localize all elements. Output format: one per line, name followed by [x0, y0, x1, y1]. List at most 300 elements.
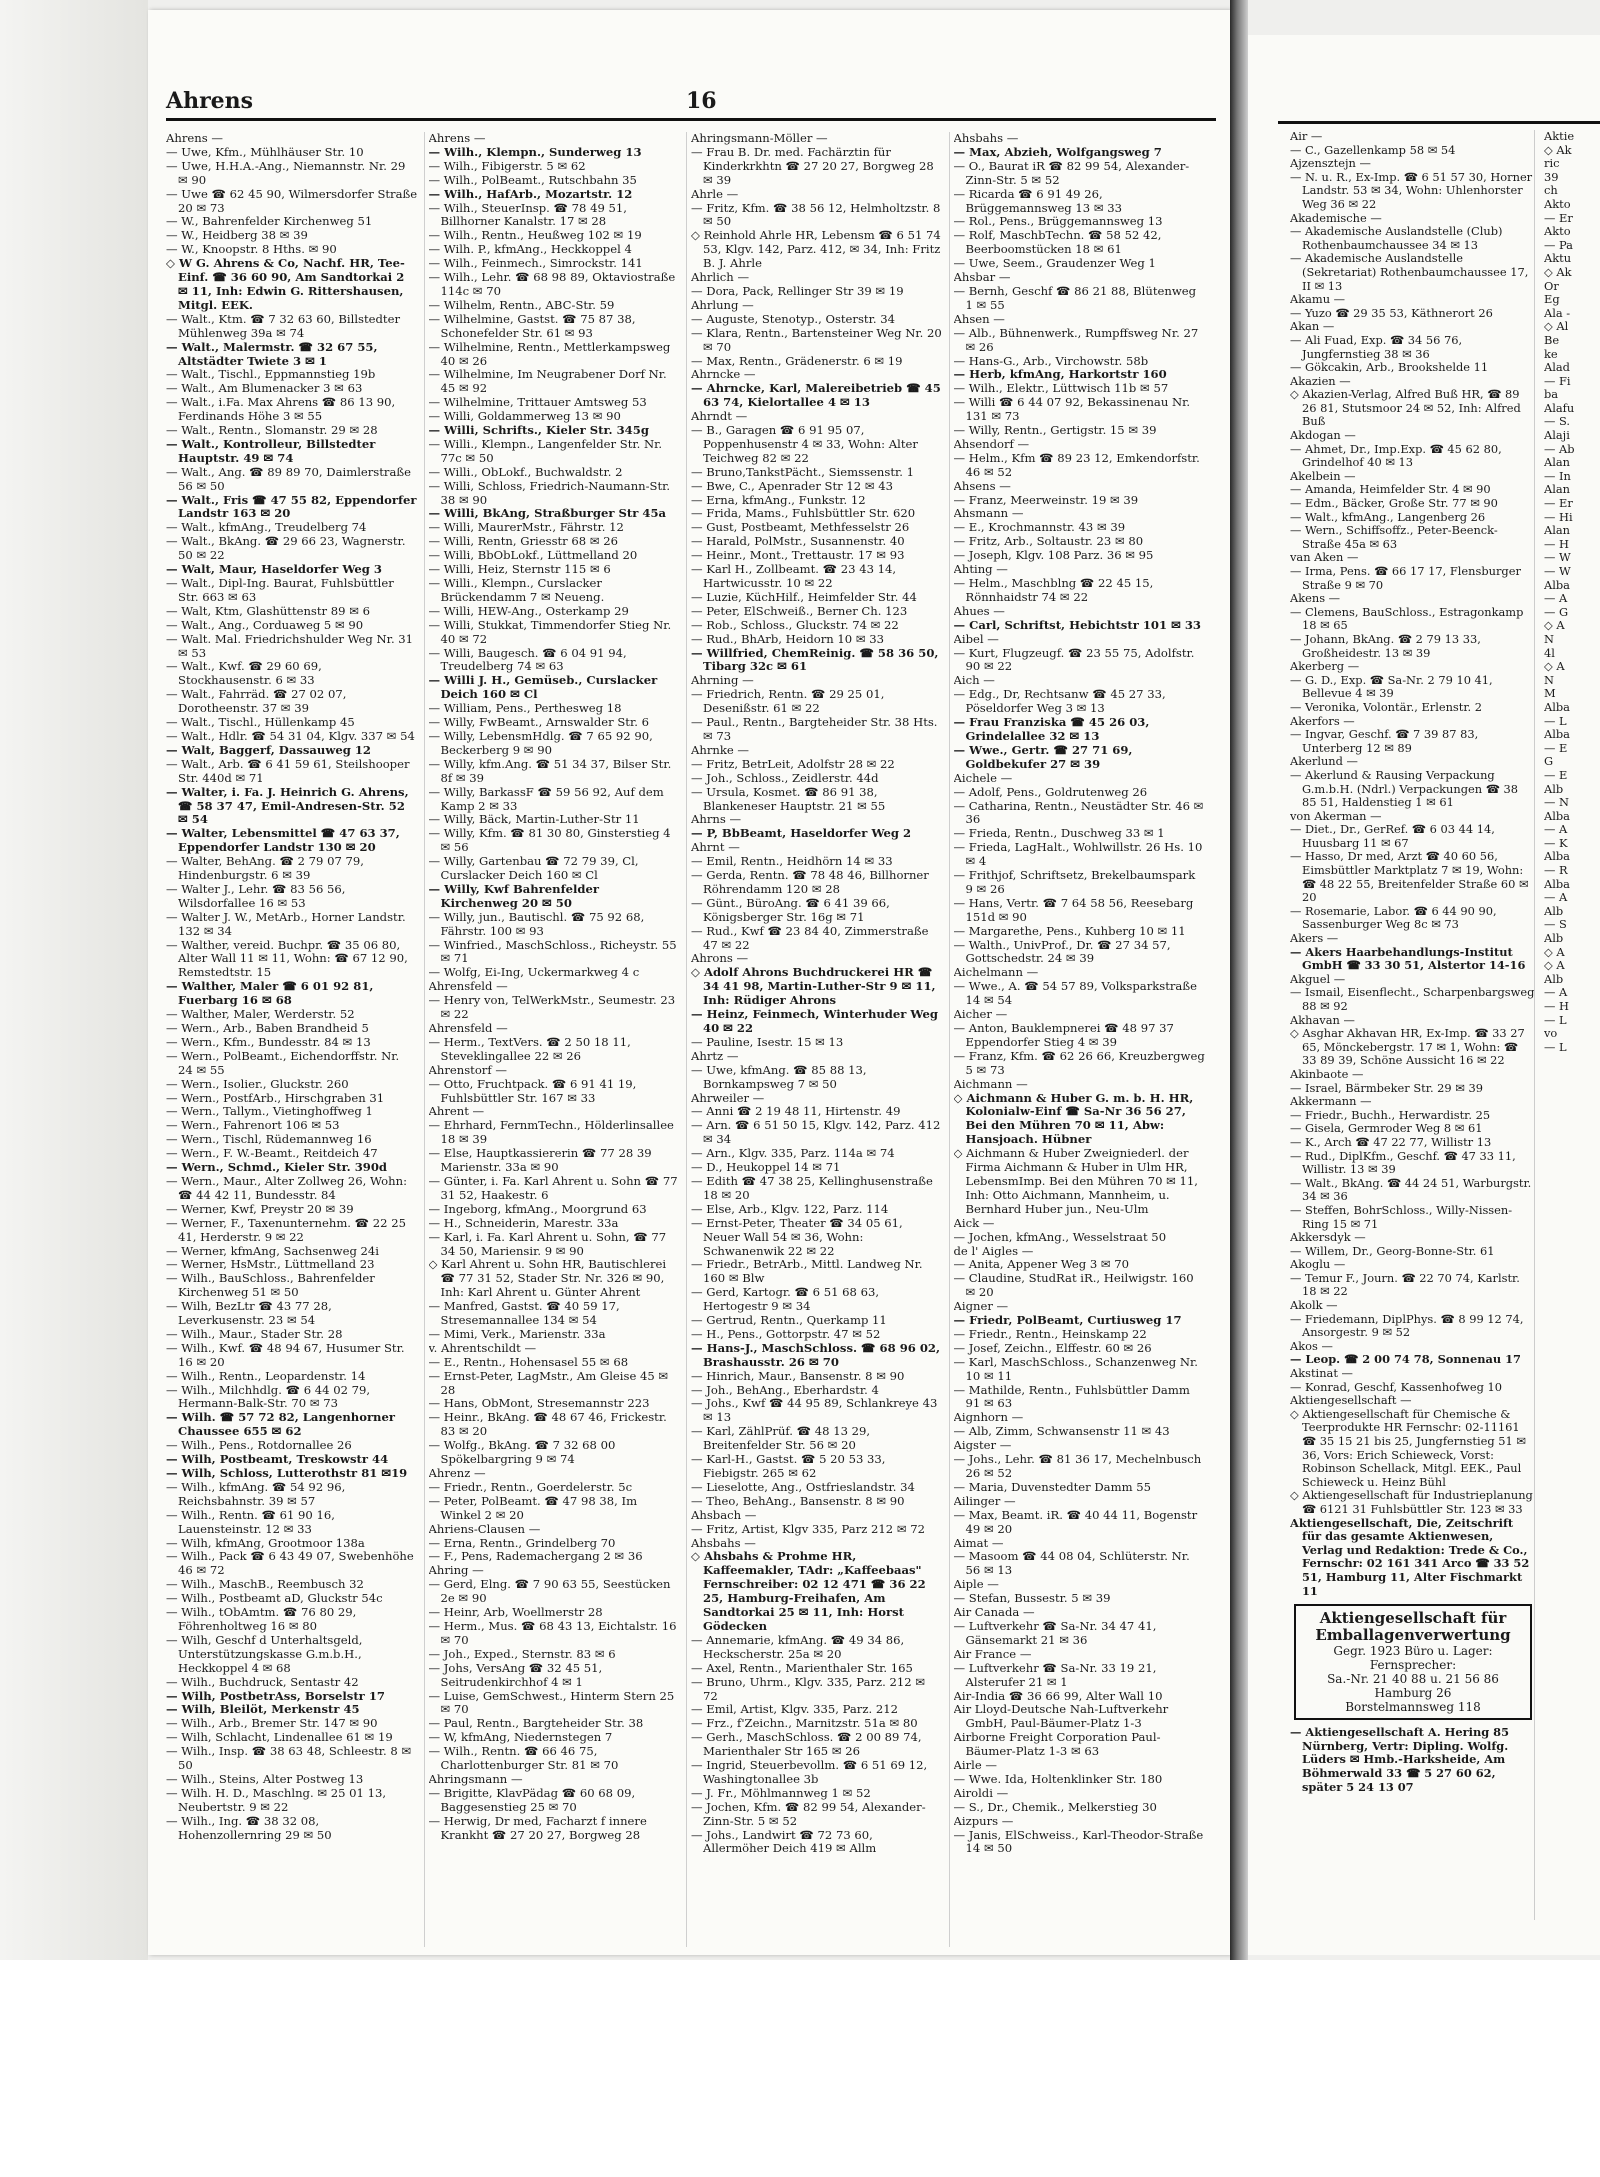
directory-entry: — Friedemann, DiplPhys. ☎ 8 99 12 74, Ansorgestr. 9 ✉ 52 — [1290, 1311, 1524, 1340]
directory-entry: ◇ Al — [1544, 319, 1569, 334]
directory-entry: — Willy, Bäck, Martin-Luther-Str 11 — [428, 812, 640, 827]
directory-entry: vo — [1544, 1026, 1558, 1041]
directory-entry: — A — [1544, 591, 1568, 606]
directory-entry: Ahsendorf — — [953, 436, 1030, 451]
directory-entry: — Henry von, TelWerkMstr., Seumestr. 23 ✉ 22 — [428, 993, 676, 1022]
directory-entry: — Max, Rentn., Grädenerstr. 6 ✉ 19 — [691, 353, 903, 368]
directory-entry: — Willy, Kfm. ☎ 81 30 80, Ginsterstieg 4 ✉ 56 — [428, 826, 671, 855]
directory-entry: — Friedr, PolBeamt, Curtiusweg 17 — [953, 1313, 1182, 1328]
directory-entry: — Frau Franziska ☎ 45 26 03, Grindelallee 32 ✉ 13 — [953, 715, 1150, 743]
directory-entry: Aichele — — [953, 770, 1013, 785]
directory-entry: — Willy, jun., Bautischl. ☎ 75 92 68, Fährstr. 100 ✉ 93 — [428, 909, 645, 938]
directory-entry: — Wilh., Fibigerstr. 5 ✉ 62 — [428, 158, 586, 173]
directory-entry: Ahrenz — — [428, 1466, 486, 1480]
directory-entry: — Peter, PolBeamt. ☎ 47 98 38, Im Winkel 2 ✉ 20 — [428, 1493, 638, 1522]
directory-entry: — Gerh., MaschSchloss. ☎ 2 00 89 74, Marienthaler Str 165 ✉ 26 — [691, 1730, 922, 1759]
directory-entry: — Peter, ElSchweiß., Berner Ch. 123 — [691, 603, 908, 618]
left-margin — [0, 0, 148, 1960]
directory-entry: Alad — [1544, 360, 1570, 375]
ad-line-1: Gegr. 1923 Büro u. Lager: — [1333, 1644, 1493, 1659]
directory-entry: — Aktiengesellschaft A. Hering 85 Nürnberg, Vertr: Dipling. Wolfg. Lüders ✉ Hmb.-Harksheide, Am Böhmerwald 33 ☎ 5 27 60 62, später 5 24 13 07 — [1290, 1725, 1510, 1794]
directory-entry: Alba — [1544, 849, 1570, 864]
column-1 — [166, 132, 425, 1947]
directory-entry: — Wilh., Maur., Stader Str. 28 — [166, 1326, 343, 1341]
directory-entry: ◇ Asghar Akhavan HR, Ex-Imp. ☎ 33 27 65, Mönckebergstr. 17 ✉ 1, Wohn: ☎ 33 89 39, Schöne Aussicht 16 ✉ 22 — [1290, 1026, 1525, 1068]
directory-entry: — Rud., BhArb, Heidorn 10 ✉ 33 — [691, 631, 885, 646]
directory-entry: — William, Pens., Perthesweg 18 — [428, 701, 622, 716]
directory-entry: — Willy, Kwf Bahrenfelder Kirchenweg 20 ✉ 50 — [428, 881, 599, 910]
directory-entry: — Walter, Lebensmittel ☎ 47 63 37, Eppendorfer Landstr 130 ✉ 20 — [166, 826, 400, 855]
directory-entry: Akerfors — — [1290, 713, 1355, 728]
directory-entry: — Herm., Mus. ☎ 68 43 13, Eichtalstr. 16 ✉ 70 — [428, 1618, 677, 1647]
directory-entry: Aktiengesellschaft — — [1290, 1393, 1412, 1408]
directory-entry: — Brigitte, KlavPädag ☎ 60 68 09, Baggesenstieg 25 ✉ 70 — [428, 1785, 636, 1814]
directory-entry: — Alb., Bühnenwerk., Rumpffsweg Nr. 27 ✉ 26 — [953, 325, 1199, 354]
directory-entry: — Dora, Pack, Rellinger Str 39 ✉ 19 — [691, 283, 904, 298]
directory-entry: — Wilh., kfmAng. ☎ 54 92 96, Reichsbahnstr. 39 ✉ 57 — [166, 1479, 346, 1508]
directory-entry: — Frieda, Rentn., Duschweg 33 ✉ 1 — [953, 826, 1165, 841]
directory-entry: — L — [1544, 1039, 1567, 1054]
directory-entry: — Walther, Maler, Werderstr. 52 — [166, 1007, 355, 1022]
directory-entry: — Rolf, MaschbTechn. ☎ 58 52 42, Beerboomstücken 18 ✉ 61 — [953, 228, 1162, 257]
directory-entry: — H — [1544, 536, 1569, 551]
directory-entry: — Willem, Dr., Georg-Bonne-Str. 61 — [1290, 1243, 1495, 1258]
directory-entry: — Walt. Mal. Friedrichshulder Weg Nr. 31 ✉ 53 — [166, 631, 414, 660]
directory-entry: — Edith ☎ 47 38 25, Kellinghusenstraße 18 ✉ 20 — [691, 1173, 933, 1202]
directory-entry: Airoldi — — [953, 1785, 1009, 1800]
directory-entry: — Walt., Arb. ☎ 6 41 59 61, Steilshooper Str. 440d ✉ 71 — [166, 756, 410, 785]
directory-entry: — Walt, Baggerf, Dassauweg 12 — [166, 742, 371, 757]
directory-entry: — Ismail, Eisenflecht., Scharpenbargsweg 88 ✉ 92 — [1290, 985, 1535, 1013]
directory-entry: Akhavan — — [1290, 1012, 1355, 1027]
directory-entry: Akerlund — — [1290, 754, 1358, 769]
directory-entry: Aigner — — [953, 1299, 1009, 1314]
directory-entry: — Wern., Schmd., Kieler Str. 390d — [166, 1160, 388, 1175]
directory-entry: — Willi, BkAng, Straßburger Str 45a — [428, 506, 667, 521]
directory-entry: — Maria, Duvenstedter Damm 55 — [953, 1479, 1152, 1494]
directory-entry: — Anita, Appener Weg 3 ✉ 70 — [953, 1257, 1130, 1272]
directory-entry: — N — [1544, 795, 1569, 810]
directory-entry: Alb — [1544, 971, 1564, 986]
directory-entry: — J. Fr., Möhlmannweg 1 ✉ 52 — [691, 1785, 871, 1800]
directory-entry: — Walt., i.Fa. Max Ahrens ☎ 86 13 90, Ferdinands Höhe 3 ✉ 55 — [166, 395, 396, 424]
directory-entry: — Wilhelmine, Trittauer Amtsweg 53 — [428, 395, 647, 410]
directory-entry: — Ursula, Kosmet. ☎ 86 91 38, Blankeneser Hauptstr. 21 ✉ 55 — [691, 784, 886, 813]
directory-entry: Alba — [1544, 699, 1570, 714]
facing-column-1-entries — [1290, 130, 1536, 1598]
directory-entry: Ahriens-Clausen — — [428, 1521, 541, 1536]
directory-entry: — Wilh., Arb., Bremer Str. 147 ✉ 90 — [166, 1716, 378, 1731]
directory-entry: — Willfried, ChemReinig. ☎ 58 36 50, Tibarg 32c ✉ 61 — [691, 645, 939, 674]
directory-entry: — Walt., Am Blumenacker 3 ✉ 63 — [166, 381, 363, 396]
directory-entry: — Axel, Rentn., Marienthaler Str. 165 — [691, 1660, 913, 1675]
directory-entry: — Amanda, Heimfelder Str. 4 ✉ 90 — [1290, 482, 1491, 497]
directory-entry: ◇ A — [1544, 958, 1565, 973]
directory-entry: — Wilhelmine, Rentn., Mettlerkampsweg 40 ✉ 26 — [428, 339, 671, 368]
directory-entry: — E., Rentn., Hohensasel 55 ✉ 68 — [428, 1354, 629, 1369]
directory-entry: — A — [1544, 890, 1568, 905]
directory-entry: — Wwe., Gertr. ☎ 27 71 69, Goldbekufer 27 ✉ 39 — [953, 742, 1133, 771]
directory-entry: Alba — [1544, 577, 1570, 592]
directory-entry: ◇ W G. Ahrens & Co, Nachf. HR, Tee-Einf. ☎ 36 60 90, Am Sandtorkai 2 ✉ 11, Inh: Edwin G. Rittershausen, Mitgl. EEK. — [166, 256, 405, 312]
directory-entry: — Hi — [1544, 509, 1573, 524]
directory-entry: — Leop. ☎ 2 00 74 78, Sonnenau 17 — [1290, 1352, 1521, 1367]
directory-entry: — E — [1544, 767, 1568, 782]
directory-entry: — Willi., Klempn., Curslacker Brückendamm 7 ✉ Neueng. — [428, 576, 605, 604]
directory-entry: — Wilh., Pack ☎ 6 43 49 07, Swebenhöhe 46 ✉ 72 — [166, 1549, 414, 1578]
directory-entry: — Wilh, Schloss, Lutterothstr 81 ✉19 — [166, 1466, 408, 1480]
directory-entry: — Willy, FwBeamt., Arnswalder Str. 6 — [428, 715, 649, 730]
directory-entry: — Walter, BehAng. ☎ 2 79 07 79, Hindenburgstr. 6 ✉ 39 — [166, 854, 364, 883]
directory-entry: ◇ Aichmann & Huber G. m. b. H. HR, Kolonialw-Einf ☎ Sa-Nr 36 56 27, Bei den Mühren 70 ✉ 11, Abw: Hansjoach. Hübner — [953, 1090, 1194, 1147]
directory-entry: — Wilh, PostbetrAss, Borselstr 17 — [166, 1688, 385, 1703]
directory-entry: — H — [1544, 999, 1569, 1013]
directory-entry: — Wilh., Lehr. ☎ 68 98 89, Oktaviostraße 114c ✉ 70 — [428, 270, 676, 298]
directory-entry: — Walt., Hdlr. ☎ 54 31 04, Klgv. 337 ✉ 54 — [166, 728, 415, 743]
directory-entry: — Hans-G., Arb., Virchowstr. 58b — [953, 353, 1149, 368]
directory-entry: Akguel — — [1290, 971, 1346, 986]
directory-entry: — Willy, LebensmHdlg. ☎ 7 65 92 90, Beckerberg 9 ✉ 90 — [428, 728, 653, 757]
directory-entry: ric — [1544, 156, 1560, 171]
directory-entry: — Joseph, Klgv. 108 Parz. 36 ✉ 95 — [953, 548, 1154, 563]
directory-entry: — Rud., DiplKfm., Geschf. ☎ 47 33 11, Willistr. 13 ✉ 39 — [1290, 1148, 1516, 1177]
column-3 — [691, 132, 950, 1947]
directory-entry: — Ingvar, Geschf. ☎ 7 39 87 83, Unterberg 12 ✉ 89 — [1290, 727, 1479, 755]
directory-entry: — B., Garagen ☎ 6 91 95 07, Poppenhusenstr 4 ✉ 33, Wohn: Alter Teichweg 82 ✉ 22 — [691, 423, 918, 465]
directory-entry: — Werner, HsMstr., Lüttmelland 23 — [166, 1257, 375, 1272]
directory-entry: ke — [1544, 346, 1558, 361]
directory-entry: — Ricarda ☎ 6 91 49 26, Brüggemannsweg 13 ✉ 33 — [953, 186, 1123, 215]
directory-entry: — Friedrich, Rentn. ☎ 29 25 01, Desenißstr. 61 ✉ 22 — [691, 687, 885, 716]
ad-line-2: Fernsprecher: — [1369, 1658, 1457, 1673]
directory-entry: — Heinr., Mont., Trettaustr. 17 ✉ 93 — [691, 548, 905, 563]
directory-entry: ch — [1544, 183, 1558, 198]
directory-entry: — Masoom ☎ 44 08 04, Schlüterstr. Nr. 56 ✉ 13 — [953, 1549, 1190, 1578]
directory-entry: — Willi, BbObLokf., Lüttmelland 20 — [428, 548, 638, 563]
ad-title-2: Emballagenverwertung — [1315, 1626, 1511, 1645]
directory-entry: — Claudine, StudRat iR., Heilwigstr. 160 ✉ 20 — [953, 1271, 1194, 1300]
directory-entry: Akdogan — — [1290, 428, 1356, 443]
directory-entry: ◇ Aichmann & Huber Zweigniederl. der Firma Aichmann & Huber in Ulm HR, LebensmImp. Bei den Mühren 70 ✉ 11, Inh: Otto Aichmann, Mannheim, u. Bernhard Huber jun., Neu-Ulm — [953, 1146, 1198, 1216]
directory-entry: — Wilh, Schlacht, Lindenallee 61 ✉ 19 — [166, 1730, 393, 1745]
directory-entry: — Otto, Fruchtpack. ☎ 6 91 41 19, Fuhlsbüttler Str. 167 ✉ 33 — [428, 1076, 637, 1105]
directory-entry: — Walter J., Lehr. ☎ 83 56 56, Wilsdorfallee 16 ✉ 53 — [166, 881, 346, 910]
directory-entry: — Werner, Kwf, Preystr 20 ✉ 39 — [166, 1201, 354, 1216]
directory-entry: — Wilh, Bleilöt, Merkenstr 45 — [166, 1702, 360, 1717]
ad-line-4: Hamburg 26 — [1374, 1686, 1452, 1701]
directory-entry: — Carl, Schriftst, Hebichtstr 101 ✉ 33 — [953, 617, 1201, 632]
directory-entry: — Yuzo ☎ 29 35 53, Käthnerort 26 — [1290, 305, 1493, 320]
directory-entry: — Günt., BüroAng. ☎ 6 41 39 66, Königsberger Str. 16g ✉ 71 — [691, 895, 890, 924]
facing-column-1-after-entries — [1290, 1726, 1536, 1794]
directory-entry: Ahrncke — — [691, 367, 756, 382]
directory-entry: — Arn. ☎ 6 51 50 15, Klgv. 142, Parz. 412 ✉ 34 — [691, 1118, 941, 1147]
directory-entry: — Arn., Klgv. 335, Parz. 114a ✉ 74 — [691, 1146, 895, 1161]
directory-entry: — Hans-J., MaschSchloss. ☎ 68 96 02, Brashausstr. 26 ✉ 70 — [691, 1340, 941, 1369]
directory-entry: — Wern., Fahrenort 106 ✉ 53 — [166, 1118, 340, 1133]
directory-entry: — D., Heukoppel 14 ✉ 71 — [691, 1160, 841, 1175]
directory-entry: — K — [1544, 835, 1568, 850]
directory-entry: — Pauline, Isestr. 15 ✉ 13 — [691, 1034, 844, 1049]
directory-entry: — Luftverkehr ☎ Sa-Nr. 33 19 21, Alsterufer 21 ✉ 1 — [953, 1660, 1157, 1689]
directory-entry: Akstinat — — [1290, 1366, 1353, 1381]
directory-entry: — Wilh., Milchhdlg. ☎ 6 44 02 79, Hermann-Balk-Str. 70 ✉ 73 — [166, 1382, 371, 1411]
directory-entry: Ahrons — — [691, 951, 749, 966]
directory-entry: Ahrlich — — [691, 270, 750, 285]
directory-entry: — Mimi, Verk., Marienstr. 33a — [428, 1326, 606, 1341]
directory-entry: — L — [1544, 713, 1567, 728]
directory-entry: — Wern., PostfArb., Hirschgraben 31 — [166, 1090, 385, 1105]
directory-entry: — Uwe, kfmAng. ☎ 85 88 13, Bornkampsweg 7 ✉ 50 — [691, 1062, 867, 1091]
directory-entry: Eg — [1544, 292, 1560, 307]
directory-entry: — In — [1544, 468, 1571, 483]
directory-entry: — Ehrhard, FernmTechn., Hölderlinsallee 18 ✉ 39 — [428, 1118, 674, 1147]
directory-entry: — Bruno, Uhrm., Klgv. 335, Parz. 212 ✉ 72 — [691, 1674, 926, 1703]
directory-entry: — Wern., PolBeamt., Eichendorffstr. Nr. 24 ✉ 55 — [166, 1048, 400, 1077]
directory-entry: — Wilh., Buchdruck, Sentastr 42 — [166, 1674, 359, 1689]
directory-entry: — Herwig, Dr med, Facharzt f innere Krankht ☎ 27 20 27, Borgweg 28 — [428, 1813, 647, 1842]
directory-entry: — Walt., Malermstr. ☎ 32 67 55, Altstädter Twiete 3 ✉ 1 — [166, 339, 378, 368]
directory-entry: — Willi, Schrifts., Kieler Str. 345g — [428, 423, 649, 438]
directory-entry: — Wilh. P., kfmAng., Heckkoppel 4 — [428, 242, 632, 257]
facing-column-1 — [1290, 130, 1536, 1920]
directory-entry: — Joh., BehAng., Eberhardstr. 4 — [691, 1382, 879, 1397]
directory-entry: — Wilhelm, Rentn., ABC-Str. 59 — [428, 297, 615, 312]
directory-entry: Ahrweiler — — [691, 1090, 765, 1105]
directory-entry: — Werner, F., Taxenunternehm. ☎ 22 25 41, Herderstr. 9 ✉ 22 — [166, 1215, 406, 1244]
directory-entry: Akkersdyk — — [1290, 1230, 1366, 1245]
directory-entry: — Fritz, Arb., Soltaustr. 23 ✉ 80 — [953, 534, 1144, 549]
directory-entry: Akos — — [1290, 1338, 1333, 1353]
directory-entry: — Willy, Gartenbau ☎ 72 79 39, Cl, Curslacker Deich 160 ✉ Cl — [428, 854, 639, 883]
directory-entry: — Walt., kfmAng., Langenberg 26 — [1290, 509, 1486, 524]
directory-entry: — Konrad, Geschf, Kassenhofweg 10 — [1290, 1379, 1503, 1394]
directory-entry: — Auguste, Stenotyp., Osterstr. 34 — [691, 311, 895, 326]
directory-entry: 39 — [1544, 169, 1559, 184]
directory-entry: Akoglu — — [1290, 1257, 1346, 1272]
directory-entry: — Wern., F. W.-Beamt., Reitdeich 47 — [166, 1146, 378, 1161]
directory-entry: ◇ Ak — [1544, 264, 1572, 279]
directory-entry: Ahrensfeld — — [428, 1021, 508, 1035]
directory-entry: Ahrensfeld — — [428, 979, 508, 994]
directory-entry: Ahringsmann-Möller — — [691, 132, 828, 145]
directory-entry: — Veronika, Volontär., Erlenstr. 2 — [1290, 699, 1483, 714]
directory-entry: — Annemarie, kfmAng. ☎ 49 34 86, Heckscherstr. 25a ✉ 20 — [691, 1632, 905, 1661]
directory-entry: — Franz, Kfm. ☎ 62 26 66, Kreuzbergweg 5 ✉ 73 — [953, 1048, 1205, 1077]
directory-entry: — Walth., UnivProf., Dr. ☎ 27 34 57, Gottschedstr. 24 ✉ 39 — [953, 937, 1171, 966]
directory-entry: — Ernst-Peter, LagMstr., Am Gleise 45 ✉ 28 — [428, 1368, 669, 1397]
directory-entry: Airborne Freight Corporation Paul-Bäumer-Platz 1-3 ✉ 63 — [953, 1730, 1161, 1759]
directory-entry: — K., Arch ☎ 47 22 77, Willistr 13 — [1290, 1134, 1492, 1149]
directory-entry: — Wilh., Rentn., Leopardenstr. 14 — [166, 1368, 366, 1383]
directory-entry: Ajzensztejn — — [1290, 156, 1371, 171]
directory-entry: Air Canada — — [953, 1605, 1035, 1620]
directory-entry: ◇ Adolf Ahrons Buchdruckerei HR ☎ 34 41 98, Martin-Luther-Str 9 ✉ 11, Inh: Rüdiger Ahrons — [691, 965, 936, 1008]
directory-entry: Ahrent — — [428, 1104, 485, 1119]
directory-entry: — Heinr, Arb, Woellmerstr 28 — [428, 1605, 603, 1620]
directory-entry: — Wilh., Rentn. ☎ 66 46 75, Charlottenburger Str. 81 ✉ 70 — [428, 1744, 619, 1773]
directory-entry: — Janis, ElSchweiss., Karl-Theodor-Straße 14 ✉ 50 — [953, 1827, 1204, 1856]
directory-entry: — Adolf, Pens., Goldrutenweg 26 — [953, 784, 1148, 799]
directory-entry: — A — [1544, 985, 1568, 1000]
directory-entry: — Wilh., Rentn., Heußweg 102 ✉ 19 — [428, 228, 642, 243]
running-headword: Ahrens — [166, 88, 254, 114]
directory-entry: — H., Pens., Gottorpstr. 47 ✉ 52 — [691, 1326, 881, 1341]
directory-entry: — Herb, kfmAng, Harkortstr 160 — [953, 367, 1167, 382]
directory-entry: — Wern., Arb., Baben Brandheid 5 — [166, 1021, 369, 1035]
directory-entry: — Willi, Schloss, Friedrich-Naumann-Str. 38 ✉ 90 — [428, 478, 671, 507]
directory-entry: — Er — [1544, 210, 1573, 225]
directory-entry: — Uwe, Kfm., Mühlhäuser Str. 10 — [166, 144, 364, 159]
directory-entry: Ahsmann — — [953, 506, 1024, 521]
directory-entry: — Fritz, Kfm. ☎ 38 56 12, Helmholtzstr. 8 ✉ 50 — [691, 200, 941, 229]
ad-line-5: Borstelmannsweg 118 — [1345, 1700, 1481, 1715]
directory-entry: — Willi J. H., Gemüseb., Curslacker Deich 160 ✉ Cl — [428, 673, 658, 702]
directory-entry: — Fritz, Artist, Klgv 335, Parz 212 ✉ 72 — [691, 1521, 925, 1536]
directory-entry: — Friedr., Rentn., Heinskamp 22 — [953, 1326, 1147, 1341]
directory-entry: — Karl, i. Fa. Karl Ahrent u. Sohn, ☎ 77 34 50, Mariensir. 9 ✉ 90 — [428, 1229, 667, 1258]
directory-entry: — Wilh., Postbeamt aD, Gluckstr 54c — [166, 1591, 383, 1606]
directory-entry: — Max, Abzieh, Wolfgangsweg 7 — [953, 144, 1162, 159]
directory-entry: — O., Baurat iR ☎ 82 99 54, Alexander-Zinn-Str. 5 ✉ 52 — [953, 158, 1190, 187]
directory-entry: — Frau B. Dr. med. Fachärztin für Kinderkrkhtn ☎ 27 20 27, Borgweg 28 ✉ 39 — [691, 144, 934, 187]
directory-entry: — Anton, Bauklempnerei ☎ 48 97 37 Eppendorfer Stieg 4 ✉ 39 — [953, 1021, 1174, 1049]
directory-entry: Ahrnke — — [691, 742, 750, 757]
directory-entry: — Walt., Ktm. ☎ 7 32 63 60, Billstedter Mühlenweg 39a ✉ 74 — [166, 311, 400, 340]
directory-page — [148, 10, 1230, 1955]
directory-entry: Aibel — — [953, 631, 999, 646]
directory-entry: — Paul., Rentn., Bargteheider Str. 38 Hts. ✉ 73 — [691, 715, 938, 743]
directory-entry: Ahsbach — — [691, 1507, 757, 1522]
directory-entry: — S. — [1544, 414, 1571, 429]
directory-entry: — S., Dr., Chemik., Melkerstieg 30 — [953, 1799, 1157, 1814]
directory-entry: — Wern., Schiffsoffz., Peter-Beenck-Straße 45a ✉ 63 — [1290, 523, 1498, 551]
page-number: 16 — [686, 88, 717, 114]
directory-entry: — Rol., Pens., Brüggemannsweg 13 — [953, 214, 1163, 229]
directory-entry: — Herm., TextVers. ☎ 2 50 18 11, Steveklingallee 22 ✉ 26 — [428, 1034, 631, 1063]
directory-entry: — Wilh, Postbeamt, Treskowstr 44 — [166, 1452, 389, 1467]
directory-entry: Ahues — — [953, 603, 1005, 618]
directory-entry: — Pa — [1544, 237, 1573, 252]
directory-entry: — Hasso, Dr med, Arzt ☎ 40 60 56, Eimsbüttler Marktplatz 7 ✉ 19, Wohn: ☎ 48 22 55, Breitenfelder Straße 60 ✉ 20 — [1290, 849, 1529, 905]
directory-entry: Alba — [1544, 727, 1570, 742]
directory-entry: — Karl, ZählPrüf. ☎ 48 13 29, Breitenfelder Str. 56 ✉ 20 — [691, 1424, 871, 1453]
directory-entry: — Catharina, Rentn., Neustädter Str. 46 ✉ 36 — [953, 798, 1204, 827]
directory-entry: — Wilh., Steins, Alter Postweg 13 — [166, 1771, 364, 1786]
directory-entry: — Kurt, Flugzeugf. ☎ 23 55 75, Adolfstr. 90 ✉ 22 — [953, 645, 1195, 674]
directory-entry: — Erna, Rentn., Grindelberg 70 — [428, 1535, 616, 1550]
directory-entry: — E., Krochmannstr. 43 ✉ 39 — [953, 520, 1126, 535]
directory-entry: Ahringsmann — — [428, 1771, 523, 1786]
directory-entry: — Edm., Bäcker, Große Str. 77 ✉ 90 — [1290, 496, 1498, 511]
directory-entry: — Walt., Dipl-Ing. Baurat, Fuhlsbüttler Str. 663 ✉ 63 — [166, 576, 394, 604]
directory-entry: — Willi, Baugesch. ☎ 6 04 91 94, Treudelberg 74 ✉ 63 — [428, 645, 627, 674]
directory-entry: — Gerda, Rentn. ☎ 78 48 46, Billhorner Röhrendamm 120 ✉ 28 — [691, 868, 929, 896]
directory-entry: — Josef, Zeichn., Elffestr. 60 ✉ 26 — [953, 1340, 1152, 1355]
directory-entry: — Wilh., Elektr., Lüttwisch 11b ✉ 57 — [953, 381, 1169, 396]
directory-entry: — Wilh., Insp. ☎ 38 63 48, Schleestr. 8 ✉ 50 — [166, 1744, 412, 1773]
directory-entry: — Walt., BkAng. ☎ 29 66 23, Wagnerstr. 50 ✉ 22 — [166, 534, 406, 563]
directory-entry: — Else, Arb., Klgv. 122, Parz. 114 — [691, 1201, 889, 1216]
directory-entry: Aichmann — — [953, 1076, 1028, 1091]
directory-entry: — R — [1544, 863, 1568, 878]
directory-entry: — Walt., Kontrolleur, Billstedter Hauptstr. 49 ✉ 74 — [166, 436, 376, 465]
directory-entry: Aignhorn — — [953, 1410, 1024, 1425]
directory-entry: — Gisela, Germroder Weg 8 ✉ 61 — [1290, 1121, 1483, 1136]
directory-entry: Ala - — [1544, 305, 1571, 320]
directory-entry: Air Lloyd-Deutsche Nah-Luftverkehr GmbH, Paul-Bäumer-Platz 1-3 — [953, 1702, 1169, 1731]
directory-entry: Aicher — — [953, 1007, 1008, 1022]
directory-entry: Aktie — [1544, 130, 1575, 143]
directory-entry: — Luise, GemSchwest., Hinterm Stern 25 ✉ 70 — [428, 1688, 675, 1717]
directory-entry: — Bwe, C., Apenrader Str 12 ✉ 43 — [691, 478, 893, 493]
directory-entry: — Johann, BkAng. ☎ 2 79 13 33, Großheidestr. 13 ✉ 39 — [1290, 631, 1481, 660]
directory-entry: — Willi, Rentn, Griesstr 68 ✉ 26 — [428, 534, 618, 549]
ad-title-1: Aktiengesellschaft für — [1319, 1609, 1507, 1628]
directory-entry: — Walther, vereid. Buchpr. ☎ 35 06 80, Alter Wall 11 ✉ 11, Wohn: ☎ 67 12 90, Remstedtstr. 15 — [166, 937, 408, 980]
directory-entry: ba — [1544, 387, 1559, 402]
directory-entry: Ahrns — — [691, 812, 742, 827]
directory-entry: Aick — — [953, 1215, 995, 1230]
directory-entry: — Akademische Auslandstelle (Sekretariat) Rothenbaumchaussee 17, II ✉ 13 — [1290, 251, 1529, 293]
directory-entry: — Johs, VersAng ☎ 32 45 51, Seitrudenkirchhof 4 ✉ 1 — [428, 1660, 603, 1689]
directory-entry: — Jochen, Kfm. ☎ 82 99 54, Alexander-Zinn-Str. 5 ✉ 52 — [691, 1799, 926, 1828]
directory-entry: — Diet., Dr., GerRef. ☎ 6 03 44 14, Huusbarg 11 ✉ 67 — [1290, 822, 1495, 850]
directory-entry: ◇ Akazien-Verlag, Alfred Buß HR, ☎ 89 26 81, Stutsmoor 24 ✉ 52, Inh: Alfred Buß — [1290, 387, 1521, 429]
directory-entry: de l' Aigles — — [953, 1243, 1034, 1258]
directory-entry: — Willi., Klempn., Langenfelder Str. Nr. 77c ✉ 50 — [428, 436, 663, 465]
directory-entry: — Hans, ObMont, Stresemannstr 223 — [428, 1396, 650, 1411]
directory-entry: — Willi, MaurerMstr., Fährstr. 12 — [428, 520, 624, 535]
directory-entry: Alan — [1544, 523, 1570, 538]
directory-entry: Or — [1544, 278, 1559, 293]
directory-entry: — Ahrncke, Karl, Malereibetrieb ☎ 45 63 74, Kielortallee 4 ✉ 13 — [691, 381, 941, 410]
directory-entry: Aich — — [953, 673, 995, 688]
directory-entry: — N. u. R., Ex-Imp. ☎ 6 51 57 30, Horner Landstr. 53 ✉ 34, Wohn: Uhlenhorster Weg 36 ✉ 22 — [1290, 169, 1533, 211]
directory-entry: — Wilh., Kwf. ☎ 48 94 67, Husumer Str. 16 ✉ 20 — [166, 1340, 405, 1369]
directory-entry: — Heinr., BkAng. ☎ 48 67 46, Frickestr. 83 ✉ 20 — [428, 1410, 667, 1439]
directory-entry: — Wolfg., BkAng. ☎ 7 32 68 00 Spökelbargring 9 ✉ 74 — [428, 1438, 616, 1467]
directory-entry: Ahring — — [428, 1563, 484, 1578]
directory-entry: — Joh., Schloss., Zeidlerstr. 44d — [691, 770, 879, 785]
directory-entry: — W., Bahrenfelder Kirchenweg 51 — [166, 214, 373, 229]
directory-entry: — Friedr., Buchh., Herwardistr. 25 — [1290, 1107, 1491, 1122]
directory-entry: — P, BbBeamt, Haseldorfer Weg 2 — [691, 826, 912, 841]
directory-entry: — Friedr., Rentn., Goerdelerstr. 5c — [428, 1479, 633, 1494]
directory-entry: M — [1544, 686, 1556, 701]
directory-entry: — Wilh., BauSchloss., Bahrenfelder Kirchenweg 51 ✉ 50 — [166, 1271, 375, 1300]
directory-entry: — Paul, Rentn., Bargteheider Str. 38 — [428, 1716, 644, 1731]
directory-entry: von Akerman — — [1290, 808, 1382, 823]
directory-entry: Akamu — — [1290, 292, 1346, 307]
directory-entry: — W., Heidberg 38 ✉ 39 — [166, 228, 308, 243]
directory-entry: Aichelmann — — [953, 965, 1039, 980]
directory-entry: — Walt, Ktm, Glashüttenstr 89 ✉ 6 — [166, 603, 370, 618]
directory-entry: — W, kfmAng, Niedernstegen 7 — [428, 1730, 613, 1745]
directory-entry: — Wilh., Ing. ☎ 38 32 08, Hohenzollernring 29 ✉ 50 — [166, 1813, 332, 1842]
directory-entry: — Ingeborg, kfmAng., Moorgrund 63 — [428, 1201, 647, 1216]
directory-entry: — Gökcakin, Arb., Brookshelde 11 — [1290, 360, 1489, 375]
page-header — [166, 78, 1216, 121]
directory-entry: — Walt., kfmAng., Treudelberg 74 — [166, 520, 367, 535]
directory-entry: Ahrens — — [428, 132, 486, 145]
directory-entry: — Willy, kfm.Ang. ☎ 51 34 37, Bilser Str. 8f ✉ 39 — [428, 756, 672, 785]
directory-entry: — Wilh., SteuerInsp. ☎ 78 49 51, Billhorner Kanalstr. 17 ✉ 28 — [428, 200, 627, 229]
directory-entry: — Luzie, KüchHilf., Heimfelder Str. 44 — [691, 589, 917, 604]
directory-entry: van Aken — — [1290, 550, 1359, 565]
directory-entry: — Rob., Schloss., Gluckstr. 74 ✉ 22 — [691, 617, 899, 632]
directory-entry: — Joh., Exped., Sternstr. 83 ✉ 6 — [428, 1646, 616, 1661]
